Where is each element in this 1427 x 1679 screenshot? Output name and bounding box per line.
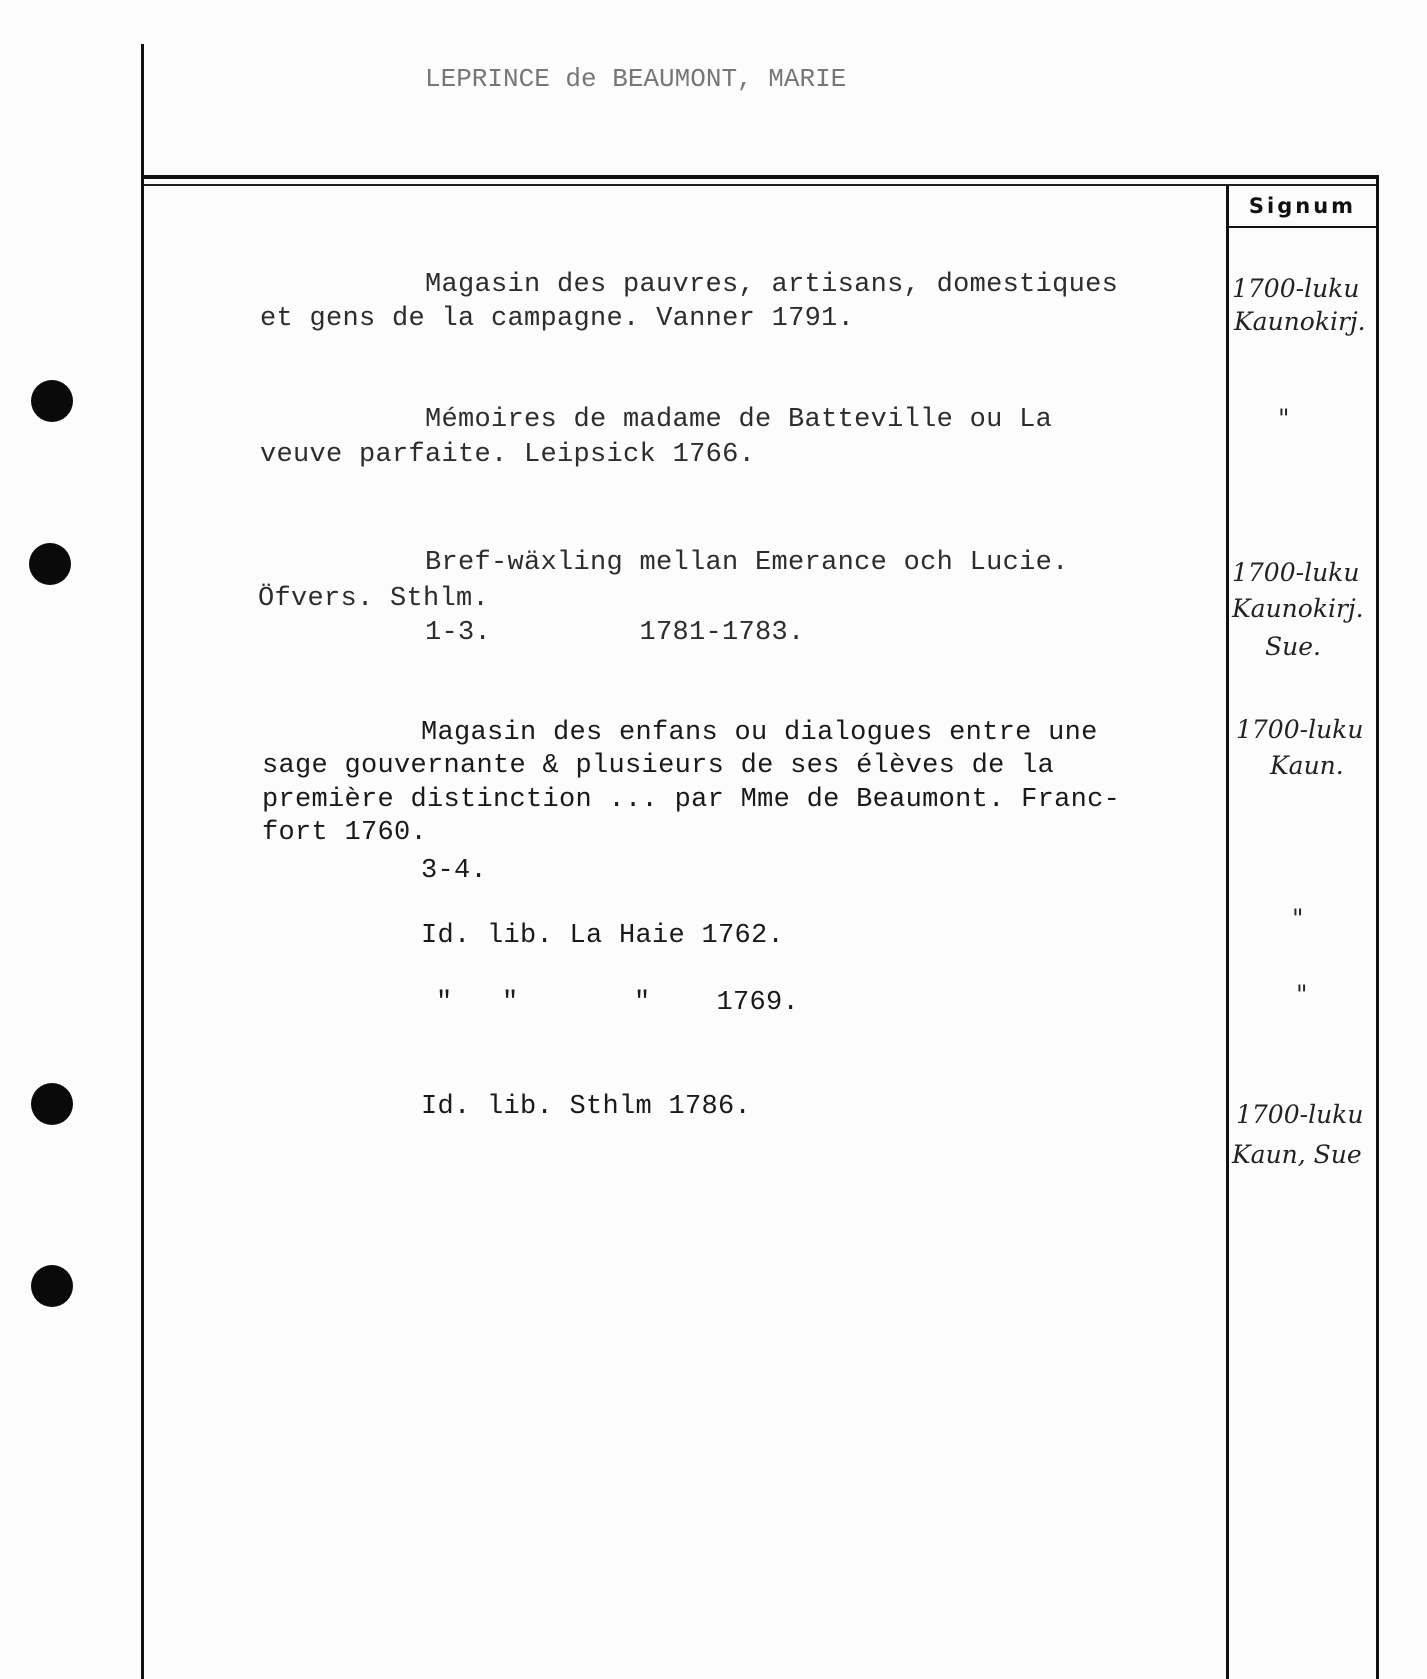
- entry-4-line-5: 3-4.: [421, 856, 488, 886]
- entry-7-signum-1: 1700-luku: [1236, 1100, 1364, 1129]
- entry-3-signum-3: Sue.: [1265, 632, 1321, 661]
- punch-hole: [29, 543, 71, 585]
- entry-4-line-3: première distinction ... par Mme de Beaumont. Franc-: [262, 785, 1121, 815]
- entry-6-line-1: " " " 1769.: [436, 988, 800, 1018]
- entry-4-signum-2: Kaun.: [1270, 751, 1344, 780]
- signum-header: Signum: [1248, 194, 1357, 218]
- entry-1-signum-1: 1700-luku: [1232, 274, 1360, 303]
- entry-1-signum-2: Kaunokirj.: [1234, 307, 1366, 336]
- entry-2-signum-1: ": [1278, 404, 1290, 433]
- entry-4-line-1: Magasin des enfans ou dialogues entre une: [421, 718, 1098, 748]
- entry-3-line-3: 1-3. 1781-1783.: [425, 618, 805, 648]
- signum-header-rule: [1226, 226, 1379, 228]
- entry-1-line-2: et gens de la campagne. Vanner 1791.: [260, 304, 855, 334]
- entry-4-line-4: fort 1760.: [262, 818, 428, 848]
- signum-column-left-rule: [1226, 185, 1229, 1679]
- punch-hole: [31, 380, 73, 422]
- entry-3-line-1: Bref-wäxling mellan Emerance och Lucie.: [425, 548, 1069, 578]
- entry-5-signum-1: ": [1292, 904, 1304, 933]
- header-rule-thin: [144, 184, 1379, 186]
- entry-3-signum-1: 1700-luku: [1232, 558, 1360, 587]
- entry-7-signum-2: Kaun, Sue: [1232, 1140, 1362, 1169]
- entry-5-line-1: Id. lib. La Haie 1762.: [421, 921, 785, 951]
- card-heading: LEPRINCE de BEAUMONT, MARIE: [425, 64, 847, 94]
- entry-3-signum-2: Kaunokirj.: [1232, 594, 1364, 623]
- punch-hole: [31, 1265, 73, 1307]
- entry-6-signum-1: ": [1296, 980, 1308, 1009]
- entry-2-line-1: Mémoires de madame de Batteville ou La: [425, 405, 1053, 435]
- header-rule-thick: [141, 175, 1379, 179]
- left-margin-rule: [141, 44, 144, 1679]
- signum-column-right-rule: [1376, 175, 1379, 1679]
- entry-7-line-1: Id. lib. Sthlm 1786.: [421, 1092, 752, 1122]
- entry-4-line-2: sage gouvernante & plusieurs de ses élèves de la: [262, 751, 1055, 781]
- entry-3-line-2: Öfvers. Sthlm.: [258, 584, 490, 614]
- punch-hole: [31, 1083, 73, 1125]
- entry-4-signum-1: 1700-luku: [1236, 715, 1364, 744]
- entry-1-line-1: Magasin des pauvres, artisans, domestiques: [425, 270, 1119, 300]
- entry-2-line-2: veuve parfaite. Leipsick 1766.: [260, 440, 756, 470]
